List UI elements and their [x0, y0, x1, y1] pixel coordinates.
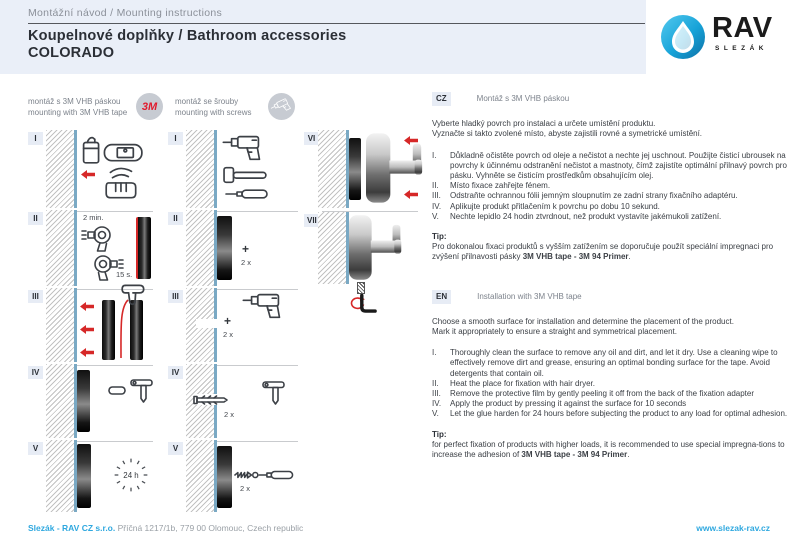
final-step-7: [304, 212, 420, 312]
screwdriver-icon: [224, 189, 270, 199]
step-number: II: [168, 212, 183, 225]
protective-film-graphic: [114, 298, 132, 360]
tape-step-4: [28, 364, 155, 438]
item-text: Důkladně očistěte povrch od oleje a nečistot a nechte jej uschnout. Použijte čisticí ubrousek na povrchy k účinnému odstranění nečistot a mastnoty, čímž zajistíte optimální přilnavý povrch pro pásku. Vyhněte se čisticím prostředkům obsahujícím olej.: [450, 150, 787, 181]
wall-graphic: [318, 212, 349, 284]
method-screws-header: [175, 96, 251, 118]
hand-wiping-icon: [102, 166, 142, 202]
screws-step-5: [168, 440, 300, 512]
tape-step-5: [28, 440, 155, 512]
item-number: V.: [432, 211, 439, 221]
wall-graphic: [46, 364, 77, 438]
item-text: Aplikujte produkt přitlačením k povrchu po dobu 10 sekund.: [450, 201, 660, 211]
tip-text: Pro dokonalou fixaci produktů s vyšším zatížením se doporučuje použít speciální impregnaci pro zvýšení přilnavosti pásky: [432, 242, 774, 262]
quantity-label: 2 x: [241, 258, 252, 267]
screws-step-4: [168, 364, 300, 438]
tip-product-name: 3M VHB tape - 3M 94 Primer: [521, 450, 628, 460]
en-list-item: [432, 348, 790, 379]
footer-address: [28, 523, 303, 533]
tip-period: .: [628, 252, 631, 262]
cz-intro: [432, 119, 790, 139]
wall-graphic: [186, 440, 217, 512]
en-list-item: [432, 409, 790, 419]
fixation-adapter-graphic: [77, 444, 91, 508]
drill-icon: [242, 291, 288, 322]
wall-graphic: [46, 130, 77, 208]
method-screws-label-cz: montáž se šrouby: [175, 97, 239, 106]
item-number: IV.: [432, 399, 442, 409]
red-arrow-left-icon: [80, 325, 94, 334]
item-number: I.: [432, 348, 437, 358]
tip-product-name: 3M VHB tape - 3M 94 Primer: [522, 252, 629, 262]
item-number: II.: [432, 181, 439, 191]
cz-section-header: [432, 92, 790, 106]
doc-subtitle: Montážní návod / Mounting instructions: [28, 7, 223, 19]
3m-badge: 3M: [136, 93, 163, 120]
chrome-hook-product: [349, 214, 403, 281]
item-text: Thoroughly clean the surface to remove any oil and dirt, and let it dry. Use a cleaning wipe to effectively remove dirt and grease, ensuring an optimal bonding surface for the tape. Avoid detergents that contain oil.: [450, 348, 778, 378]
heat-time-label: 2 min.: [83, 213, 104, 222]
fixation-adapter-graphic: [77, 370, 90, 432]
step-number: III: [168, 290, 183, 303]
cleaning-wipes-icon: [82, 135, 144, 165]
press-time-label: 15 s.: [116, 270, 133, 279]
company-name: Slezák - RAV CZ s.r.o.: [28, 523, 116, 533]
cz-list-item: [432, 181, 790, 191]
title-line-1: Koupelnové doplňky / Bathroom accessories: [28, 28, 347, 44]
item-text: Apply the product by pressing it against the surface for 10 seconds: [450, 399, 687, 409]
water-drop-icon: [660, 14, 706, 60]
cz-intro-line-2: Vyznačte si takto zvolené místo, abyste zajistili rovné a symetrické umístění.: [432, 129, 703, 139]
plus-label: +: [224, 314, 232, 328]
en-intro: [432, 317, 790, 337]
red-arrow-left-icon: [81, 170, 95, 179]
footer: [28, 523, 770, 533]
item-number: IV.: [432, 201, 442, 211]
screws-step-3: [168, 288, 300, 362]
en-language-badge: EN: [432, 290, 451, 304]
method-tape-label-cz: montáž s 3M VHB páskou: [28, 97, 121, 106]
method-tape-label-en: mounting with 3M VHB tape: [28, 108, 128, 117]
cz-list-item: [432, 191, 790, 201]
screw-and-screwdriver-icon: [234, 470, 294, 480]
tape-step-1: [28, 130, 155, 208]
item-number: V.: [432, 409, 439, 419]
item-number: III.: [432, 191, 441, 201]
method-screws-label-en: mounting with screws: [175, 108, 252, 117]
method-tape-header: [28, 96, 127, 118]
cz-intro-line-1: Vyberte hladký povrch pro instalaci a určete umístění produktu.: [432, 119, 656, 129]
screws-step-2: [168, 210, 300, 286]
wall-graphic: [46, 288, 77, 362]
peeling-hand-icon: [120, 282, 148, 306]
item-number: II.: [432, 378, 439, 388]
drilled-hole-graphic: [196, 319, 217, 328]
product-side-icon: [130, 378, 154, 404]
cz-list-item: [432, 212, 790, 222]
red-arrow-left-icon: [80, 348, 94, 357]
tape-step-2: [28, 210, 155, 286]
step-number: V: [28, 442, 43, 455]
tip-label: Tip:: [432, 429, 447, 439]
adhesive-tape-strip: [136, 217, 151, 279]
section-spacer: [432, 263, 790, 290]
red-arrow-left-icon: [404, 136, 418, 145]
item-number: I.: [432, 150, 437, 160]
wall-plug-icon: [192, 395, 230, 405]
product-side-icon: [262, 380, 286, 406]
step-number: IV: [28, 366, 43, 379]
cz-heading: Montáž s 3M VHB páskou: [476, 94, 570, 103]
allen-key-icon: [358, 294, 377, 313]
wall-graphic: [318, 130, 349, 208]
en-heading: Installation with 3M VHB tape: [477, 291, 582, 301]
tape-step-3: [28, 288, 155, 362]
fixation-adapter-graphic: [217, 216, 232, 280]
cz-tip: [432, 232, 790, 263]
wall-graphic: [46, 440, 77, 512]
item-text: Místo fixace zahřejte fénem.: [450, 181, 551, 191]
wall-graphic: [186, 210, 217, 286]
item-text: Nechte lepidlo 24 hodin ztvrdnout, než produkt vystavíte jakémukoli zatížení.: [450, 211, 722, 221]
en-intro-line-1: Choose a smooth surface for installation and determine the placement of the product.: [432, 316, 734, 326]
en-list-item: [432, 379, 790, 389]
en-list-item: [432, 399, 790, 409]
cure-time-clock-icon: [112, 456, 150, 494]
en-tip: [432, 430, 790, 461]
red-arrow-left-icon: [404, 190, 418, 199]
set-screw-graphic: [357, 282, 365, 294]
page-title: [28, 28, 346, 62]
en-intro-line-2: Mark it appropriately to ensure a straight and symmetrical placement.: [432, 327, 677, 337]
drill-icon: [222, 133, 268, 164]
brand-subname: SLEZÁK: [715, 45, 768, 52]
header-divider: [28, 23, 645, 24]
item-text: Let the glue harden for 24 hours before subjecting the product to any load for optimal adhesion.: [450, 409, 788, 419]
final-step-6: [304, 130, 420, 208]
screws-step-1: [168, 130, 300, 208]
rav-logo: [660, 12, 790, 64]
item-text: Heat the place for fixation with hair dryer.: [450, 378, 595, 388]
item-text: Odstraňte ochrannou fólii jemným sloupnutím ze zadní strany fixačního adaptéru.: [450, 191, 738, 201]
drill-icon: [268, 94, 295, 119]
item-text: Remove the protective film by gently peeling it off from the back of the fixation adapter: [450, 389, 755, 399]
brand-name: RAV: [712, 12, 773, 44]
cure-time-label: 24 h: [123, 470, 139, 480]
instructions-text-column: [432, 92, 790, 460]
tip-label: Tip:: [432, 232, 447, 242]
en-section-header: [432, 290, 790, 304]
step-number: III: [28, 290, 43, 303]
hair-dryer-icon: [81, 223, 117, 253]
plus-label: +: [242, 242, 250, 256]
quantity-label: 2 x: [224, 410, 235, 419]
title-line-2: COLORADO: [28, 45, 115, 61]
drill-badge: [268, 93, 295, 120]
quantity-label: 2 x: [240, 484, 251, 493]
step-number: IV: [168, 366, 183, 379]
cz-list-item: [432, 151, 790, 182]
wall-graphic: [46, 210, 77, 286]
quantity-label: 2 x: [223, 330, 234, 339]
item-number: III.: [432, 389, 441, 399]
tip-text: for perfect fixation of products with higher loads, it is recommended to use special impregna-tions to increase the adhesion of: [432, 439, 785, 460]
step-number: I: [168, 132, 183, 145]
website-link[interactable]: www.slezak-rav.cz: [696, 523, 770, 533]
step-number: V: [168, 442, 183, 455]
tip-period: .: [627, 450, 630, 460]
step-number: VII: [304, 214, 320, 227]
company-address: Příčná 1217/1b, 779 00 Olomouc, Czech republic: [117, 523, 304, 533]
wall-graphic: [186, 130, 217, 208]
hammer-icon: [223, 166, 269, 185]
cz-language-badge: CZ: [432, 92, 451, 106]
step-number: VI: [304, 132, 319, 145]
step-number: I: [28, 132, 43, 145]
red-arrow-left-icon: [80, 302, 94, 311]
fixation-adapter-graphic: [217, 446, 232, 508]
en-list-item: [432, 389, 790, 399]
fixing-pin-icon: [108, 386, 126, 395]
fixation-adapter-graphic: [349, 138, 361, 200]
cz-list-item: [432, 202, 790, 212]
step-number: II: [28, 212, 43, 225]
